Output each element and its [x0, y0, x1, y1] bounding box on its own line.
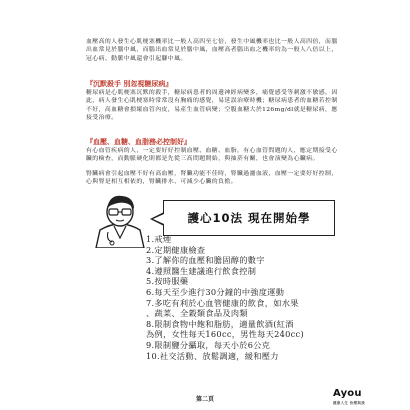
tip-item: 7.多吃有利於心血管健康的飲食，如水果	[146, 297, 299, 308]
page-number: 第二頁	[195, 396, 214, 403]
speech-bubble-tail-fill	[153, 214, 164, 224]
brand-logo-text: Ayou	[333, 388, 362, 399]
tip-item: 4.遵照醫生建議進行飲食控制	[146, 265, 257, 276]
tip-item: 6.每天至少進行30分鐘的中強度運動	[146, 286, 285, 297]
tip-item: 2.定期健康檢查	[146, 244, 206, 255]
tips-list	[146, 234, 361, 361]
tip-item: 5.按時服藥	[146, 276, 189, 287]
callout-title: 護心10法 現在開始學	[163, 200, 335, 236]
control-paragraph: 有心血管疾病的人，一定要好好控制血壓、血糖、血脂，有心血管問題的人，應定期接受心臟的檢查，而動脈硬化則都是先從三高問題開始，與抽菸有關，也會演變為心臟病。	[86, 148, 338, 163]
intro-paragraph: 血壓高的人發生心肌梗塞機率比一般人高四至七倍，發生中風機率也比一般人高四倍，而腦出血常見於腦中風，而腦出血常見於腦中風，血壓高者腦出血之機率約為一般人八倍以上，冠心病、動脈中風還會引起腳中風。	[86, 39, 338, 62]
brand-tagline: 健康人生 快樂與我	[333, 401, 365, 405]
tip-item: 9.限制鹽分攝取，每天小於6公克	[146, 339, 271, 350]
section-heading-control: 『血壓、血糖、血脂務必控制好』	[86, 138, 191, 146]
tip-item: 3.了解你的血壓和膽固醇的數字	[146, 255, 265, 266]
tip-item: 為例，女性每天160cc，男性每天240cc)	[146, 329, 304, 340]
tip-item: 1.戒煙	[146, 234, 172, 244]
kidney-paragraph: 腎臟病會引起血壓不好有高血壓，腎臟功能不佳時，腎臟過濾血液，血壓一定要好好控制，心與腎是相互相依的，腎臟排水、可減少心臟的負擔。	[86, 171, 338, 186]
tip-item: 、蔬菜、全穀類食品及肉類	[146, 308, 248, 319]
section-heading-diabetes: 『沉默殺手 別忽視糖尿病』	[86, 80, 173, 88]
diabetes-paragraph: 糖尿病是心肌梗塞沉默的殺手，糖尿病患者的周邊神經病變多，痛覺感受等刺激不敏感，因此，病人發生心肌梗塞時常常沒有胸痛的感覺，易延誤治療時機；糖尿病患者的血糖若控制不好，高血糖會損壞血管內皮，易產生血管病變；空腹血糖大於126mg/dl就是糖尿病，應接受治療。	[86, 90, 338, 122]
tip-item: 8.限制食物中飽和脂肪，適量飲酒(紅酒	[146, 318, 294, 329]
doctor-illustration-icon	[92, 190, 148, 248]
tip-item: 10.社交活動、放鬆調適，緩和壓力	[146, 350, 279, 361]
